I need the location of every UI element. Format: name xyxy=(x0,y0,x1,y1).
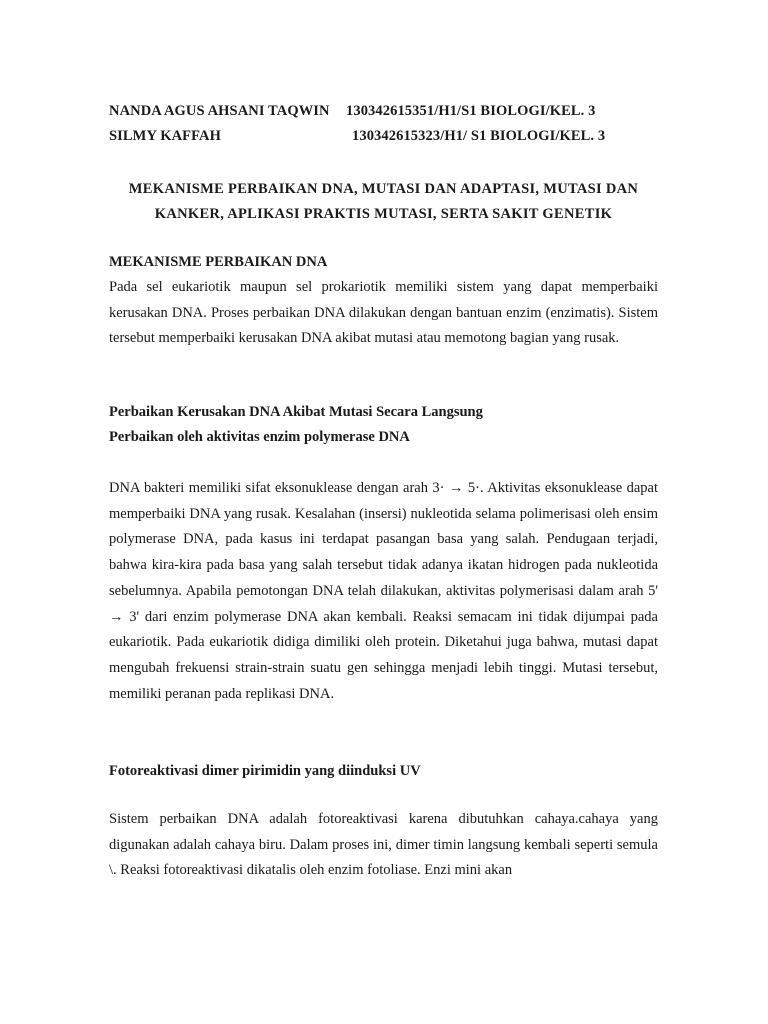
document-title: MEKANISME PERBAIKAN DNA, MUTASI DAN ADAPTASI, MUTASI DAN KANKER, APLIKASI PRAKTIS MUTASI, SERTA SAKIT GENETIK xyxy=(128,181,639,222)
paragraph: DNA bakteri memiliki sifat eksonuklease dengan arah 3· → 5·. Aktivitas eksonuklease dapat memperbaiki DNA yang rusak. Kesalahan (insersi) nukleotida selama polimerisasi oleh ensim polymerase DNA, pada kasus ini terdapat pasangan basa yang salah. Pendugaan terjadi, bahwa kira-kira pada basa yang salah tersebut tidak adanya ikatan hidrogen pada nukleotida sebelumnya. Apabila pemotongan DNA telah dilakukan, aktivitas polymerisasi dalam arah 5' → 3' dari enzim polymerase DNA akan kembali. Reaksi semacam ini tidak dijumpai pada eukariotik. Pada eukariotik didiga dimiliki oleh protein. Diketahui juga bahwa, mutasi dapat mengubah frekuensi strain-strain suatu gen sehingga menjadi lebih tinggi. Mutasi tersebut, memiliki peranan pada replikasi DNA. xyxy=(109,480,658,702)
author-id: 130342615323/H1/ S1 BIOLOGI/KEL. 3 xyxy=(352,128,606,144)
section-heading: Perbaikan Kerusakan DNA Akibat Mutasi Secara Langsung xyxy=(109,404,483,420)
author-id: 130342615351/H1/S1 BIOLOGI/KEL. 3 xyxy=(346,103,596,119)
section-heading: MEKANISME PERBAIKAN DNA xyxy=(109,254,328,270)
author-line-2 xyxy=(109,128,669,145)
section-subheading: Perbaikan oleh aktivitas enzim polymerase DNA xyxy=(109,429,410,445)
author-name: SILMY KAFFAH xyxy=(109,128,221,144)
author-name: NANDA AGUS AHSANI TAQWIN xyxy=(109,103,330,119)
author-line-1 xyxy=(109,103,669,120)
paragraph: Pada sel eukariotik maupun sel prokariotik memiliki sistem yang dapat memperbaiki kerusakan DNA. Proses perbaikan DNA dilakukan dengan bantuan enzim (enzimatis). Sistem tersebut memperbaiki kerusakan DNA akibat mutasi atau memotong bagian yang rusak. xyxy=(109,279,658,347)
paragraph: Sistem perbaikan DNA adalah fotoreaktivasi karena dibutuhkan cahaya.cahaya yang digunakan adalah cahaya biru. Dalam proses ini, dimer timin langsung kembali seperti semula \. Reaksi fotoreaktivasi dikatalis oleh enzim fotoliase. Enzi mini akan xyxy=(109,811,658,879)
section-heading: Fotoreaktivasi dimer pirimidin yang diinduksi UV xyxy=(109,763,421,779)
